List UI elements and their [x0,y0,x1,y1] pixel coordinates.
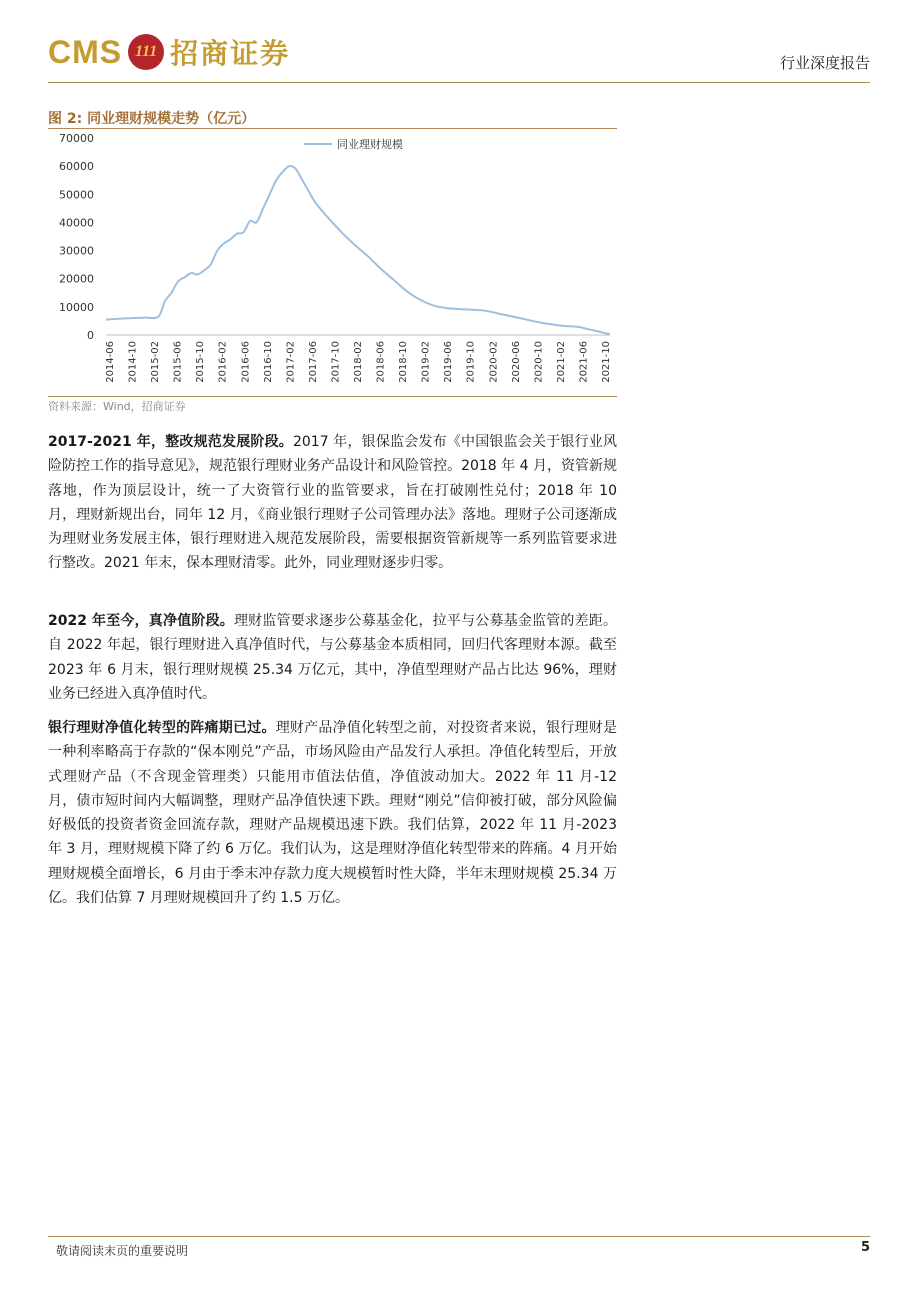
logo-badge-icon: 111 [128,34,164,70]
x-tick-label: 2017-02 [285,341,297,383]
logo-chinese-text: 招商证券 [170,37,291,70]
page-header [48,32,870,83]
x-tick-label: 2021-02 [555,340,567,383]
y-tick-label: 50000 [59,188,94,202]
paragraph-lead: 银行理财净值化转型的阵痛期已过。 [48,720,276,736]
document-type: 行业深度报告 [779,54,870,72]
line-chart [48,129,617,396]
x-tick-label: 2018-06 [375,341,387,383]
x-tick-label: 2020-10 [533,341,545,383]
x-tick-label: 2016-06 [240,341,252,383]
x-tick-label: 2019-10 [465,341,477,383]
x-tick-label: 2018-10 [398,341,410,383]
y-tick-label: 20000 [59,272,94,286]
paragraph-body: 理财监管要求逐步公募基金化，拉平与公募基金监管的差距。自 2022 年起，银行理财进入真净值时代，与公募基金本质相同，回归代客理财本源。截至 2023 年 6 月末，银行理财规模 25.34 万亿元，其中，净值型理财产品占比达 96%，理财业务已经进入真净值时代。 [48,613,617,702]
paragraph-body: 理财产品净值化转型之前，对投资者来说，银行理财是一种利率略高于存款的“保本刚兑”产品，市场风险由产品发行人承担。净值化转型后，开放式理财产品（不含现金管理类）只能用市值法估值，净值波动加大。2022 年 11 月-12 月，债市短时间内大幅调整，理财产品净值快速下跌。理财“刚兑”信仰被打破，部分风险偏好极低的投资者资金回流存款，理财产品规模迅速下跌。我们估算，2022 年 11 月-2023 年 3 月，理财规模下降了约 6 万亿。我们认为，这是理财净值化转型带来的阵痛。4 月开始理财规模全面增长，6 月由于季末冲存款力度大规模暂时性大降，半年末理财规模 25.34 万亿。我们估算 7 月理财规模回升了约 1.5 万亿。 [48,720,618,907]
x-tick-label: 2015-06 [172,341,184,383]
x-tick-label: 2017-10 [330,341,342,383]
y-tick-label: 40000 [59,216,94,230]
page-number: 5 [860,1240,870,1255]
y-tick-label: 0 [87,329,94,342]
x-tick-label: 2019-02 [420,341,432,383]
logo-cms-text: CMS [48,33,123,70]
x-tick-label: 2018-02 [353,341,364,383]
y-tick-label: 10000 [59,300,94,314]
figure-source: 资料来源：Wind，招商证券 [48,400,186,413]
x-tick-label: 2021-10 [601,341,612,383]
legend [304,137,403,151]
x-tick-label: 2015-02 [150,341,162,383]
x-tick-label: 2016-02 [217,341,229,383]
x-tick-label: 2020-06 [510,341,522,383]
paragraph-lead: 2017-2021 年，整改规范发展阶段。 [48,434,293,450]
y-tick-label: 60000 [59,160,94,174]
x-tick-label: 2020-02 [488,341,500,383]
x-tick-label: 2014-06 [105,341,116,383]
paragraph-2017-2021 [48,430,617,576]
series-line-interbank-wealth [106,166,610,334]
x-axis [105,335,612,383]
y-tick-label: 70000 [59,132,94,145]
paragraph-transition [48,716,617,910]
y-axis [59,132,94,342]
legend-label: 同业理财规模 [337,138,403,151]
x-tick-label: 2014-10 [127,341,139,383]
figure-title: 图 2: 同业理财规模走势（亿元） [48,111,256,127]
paragraph-body: 2017 年，银保监会发布《中国银监会关于银行业风险防控工作的指导意见》，规范银行理财业务产品设计和风险管控。2018 年 4 月，资管新规落地，作为顶层设计，统一了大资管行业的监管要求，旨在打破刚性兑付；2018 年 10 月，理财新规出台，同年 12 月，《商业银行理财子公司管理办法》落地。理财子公司逐渐成为理财业务发展主体，银行理财进入规范发展阶段，需要根据资管新规等一系列监管要求进行整改。2021 年末，保本理财清零。此外，同业理财逐步归零。 [48,434,617,572]
x-tick-label: 2017-06 [307,341,319,383]
x-tick-label: 2016-10 [262,341,274,383]
paragraph-2022-now [48,609,617,706]
x-tick-label: 2021-06 [578,341,590,383]
cms-logo [48,32,290,72]
paragraph-lead: 2022 年至今，真净值阶段。 [48,613,234,629]
footer-note: 敬请阅读末页的重要说明 [56,1244,189,1258]
footer-rule [48,1236,870,1237]
y-tick-label: 30000 [59,244,94,258]
figure-bottom-rule [48,396,617,397]
x-tick-label: 2019-06 [443,341,455,383]
x-tick-label: 2015-10 [195,341,207,383]
